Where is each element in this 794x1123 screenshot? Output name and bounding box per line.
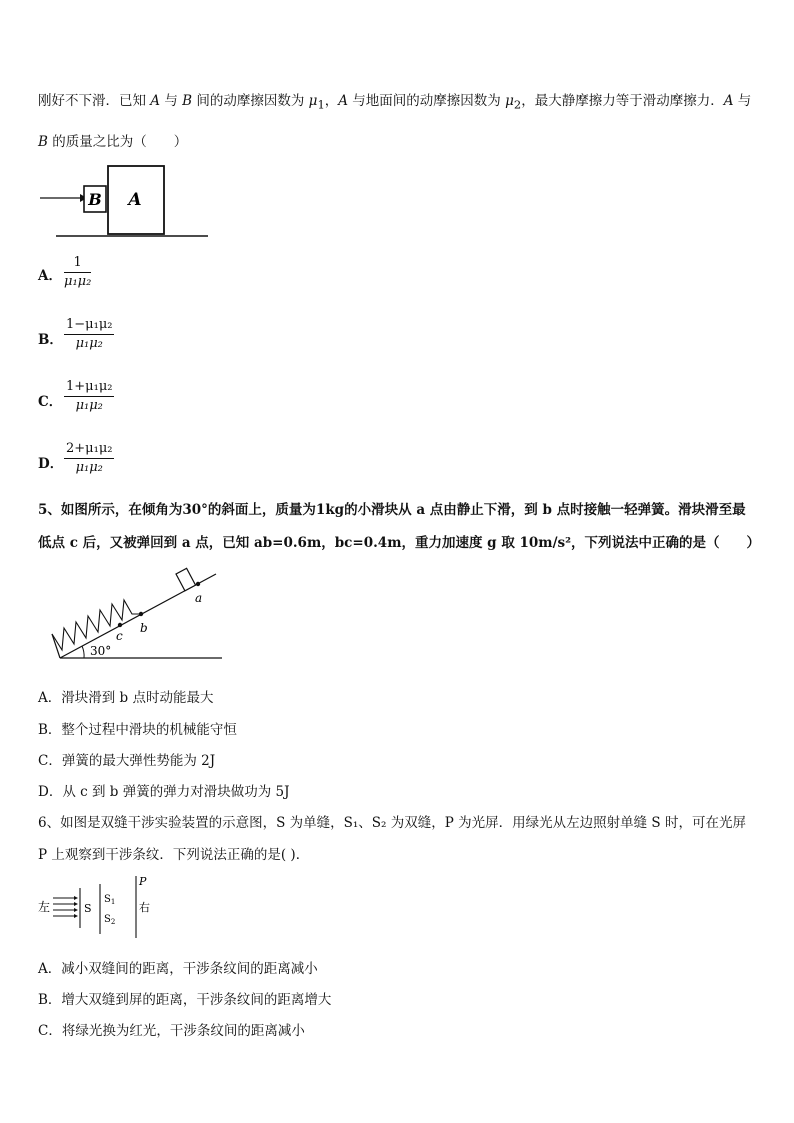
- arrow-head-icon: [74, 914, 78, 918]
- q4-option-b-fraction: [64, 316, 114, 353]
- arrow-head-icon: [74, 902, 78, 906]
- label-b: b: [140, 621, 148, 635]
- label-s2-sub: 2: [110, 918, 116, 926]
- q6-option-a: A．减小双缝间的距离，干涉条纹间的距离减小: [38, 961, 318, 977]
- q4-text: 刚好不下滑．已知: [38, 93, 151, 109]
- block-b-label: B: [88, 190, 102, 209]
- fraction-denominator: μ₁μ₂: [75, 460, 103, 475]
- q6-option-c: C．将绿光换为红光，干涉条纹间的距离减小: [38, 1023, 305, 1039]
- fraction-numerator: 1−μ₁μ₂: [64, 316, 114, 335]
- q4-option-a-label: A．: [38, 268, 62, 284]
- q5-stem-line-1: 5、如图所示，在倾角为30°的斜面上，质量为1kg的小滑块从 a 点由静止下滑，到 b 点时接触一轻弹簧。滑块滑至最: [38, 502, 746, 518]
- point-c: [118, 623, 122, 627]
- q4-option-d-fraction: [64, 440, 114, 477]
- q4-text: 与: [733, 93, 752, 109]
- angle-label: 30°: [90, 644, 112, 658]
- q4-mu1: μ: [308, 93, 318, 109]
- q5-option-a: A．滑块滑到 b 点时动能最大: [38, 690, 214, 706]
- fraction-denominator: μ₁μ₂: [75, 398, 103, 413]
- fraction-numerator: 1+μ₁μ₂: [64, 378, 114, 397]
- label-s1: [104, 894, 115, 906]
- spring: [52, 600, 140, 650]
- q4-text: 与: [160, 93, 183, 109]
- q4-text: 间的动摩擦因数为: [192, 93, 309, 109]
- label-s1-text: S: [104, 894, 111, 905]
- q4-mu1-sub: 1: [317, 97, 325, 112]
- label-left: 左: [38, 900, 51, 914]
- q4-var-a: A: [723, 93, 734, 109]
- wall-line: [52, 634, 60, 658]
- arrow-head-icon: [74, 908, 78, 912]
- point-b: [139, 612, 143, 616]
- q4-stem-line-2: [38, 130, 187, 150]
- q4-option-c-label: C．: [38, 394, 63, 410]
- label-c: c: [116, 629, 123, 643]
- label-s1-sub: 1: [110, 898, 116, 906]
- q4-mu2: μ: [505, 93, 514, 109]
- label-s: S: [84, 902, 92, 915]
- q4-var-a: A: [338, 93, 349, 109]
- q6-option-b: B．增大双缝到屏的距离，干涉条纹间的距离增大: [38, 992, 332, 1008]
- q4-blocks-figure: [36, 160, 212, 242]
- q5-option-c: C．弹簧的最大弹性势能为 2J: [38, 753, 216, 769]
- q6-double-slit-figure: [38, 872, 158, 940]
- q4-text: 的质量之比为（ ）: [47, 134, 188, 150]
- q5-incline-figure: [40, 562, 226, 666]
- q4-text: 与地面间的动摩擦因数为: [348, 93, 506, 109]
- q4-mu2-sub: 2: [513, 97, 522, 112]
- label-a: a: [195, 591, 203, 605]
- label-s2-text: S: [104, 914, 111, 925]
- slider-block: [176, 568, 196, 590]
- q4-var-b: B: [182, 93, 193, 109]
- label-right: 右: [139, 901, 150, 914]
- q6-stem-line-1: 6、如图是双缝干涉实验装置的示意图，S 为单缝，S₁、S₂ 为双缝，P 为光屏．用绿光从左边照射单缝 S 时，可在光屏: [38, 815, 746, 831]
- point-a: [196, 582, 200, 586]
- q4-var-a: A: [150, 93, 161, 109]
- block-a-label: A: [128, 190, 142, 210]
- q4-text: ，: [324, 93, 339, 109]
- angle-arc: [82, 646, 84, 658]
- q5-option-d: D．从 c 到 b 弹簧的弹力对滑块做功为 5J: [38, 784, 290, 800]
- fraction-denominator: μ₁μ₂: [75, 336, 103, 351]
- fraction-numerator: 2+μ₁μ₂: [64, 440, 114, 459]
- label-p: P: [139, 875, 147, 888]
- arrow-head-icon: [74, 896, 78, 900]
- q4-text: ，最大静摩擦力等于滑动摩擦力．: [521, 93, 724, 109]
- q6-stem-line-2: P 上观察到干涉条纹．下列说法正确的是( )．: [38, 847, 310, 863]
- q4-var-b: B: [38, 134, 48, 150]
- fraction-numerator: 1: [64, 254, 91, 273]
- q5-stem-line-2: 低点 c 后，又被弹回到 a 点，已知 ab=0.6m，bc=0.4m，重力加速度 g 取 10m/s²，下列说法中正确的是（ ）: [38, 535, 761, 551]
- q4-option-b-label: B．: [38, 332, 63, 348]
- q4-option-d-label: D．: [38, 456, 64, 472]
- label-s2: [104, 914, 115, 926]
- q5-option-b: B．整个过程中滑块的机械能守恒: [38, 722, 237, 738]
- q4-stem-line-1: [38, 89, 751, 112]
- q4-option-c-fraction: [64, 378, 114, 415]
- q4-option-a-fraction: [64, 254, 91, 291]
- fraction-denominator: μ₁μ₂: [64, 274, 92, 289]
